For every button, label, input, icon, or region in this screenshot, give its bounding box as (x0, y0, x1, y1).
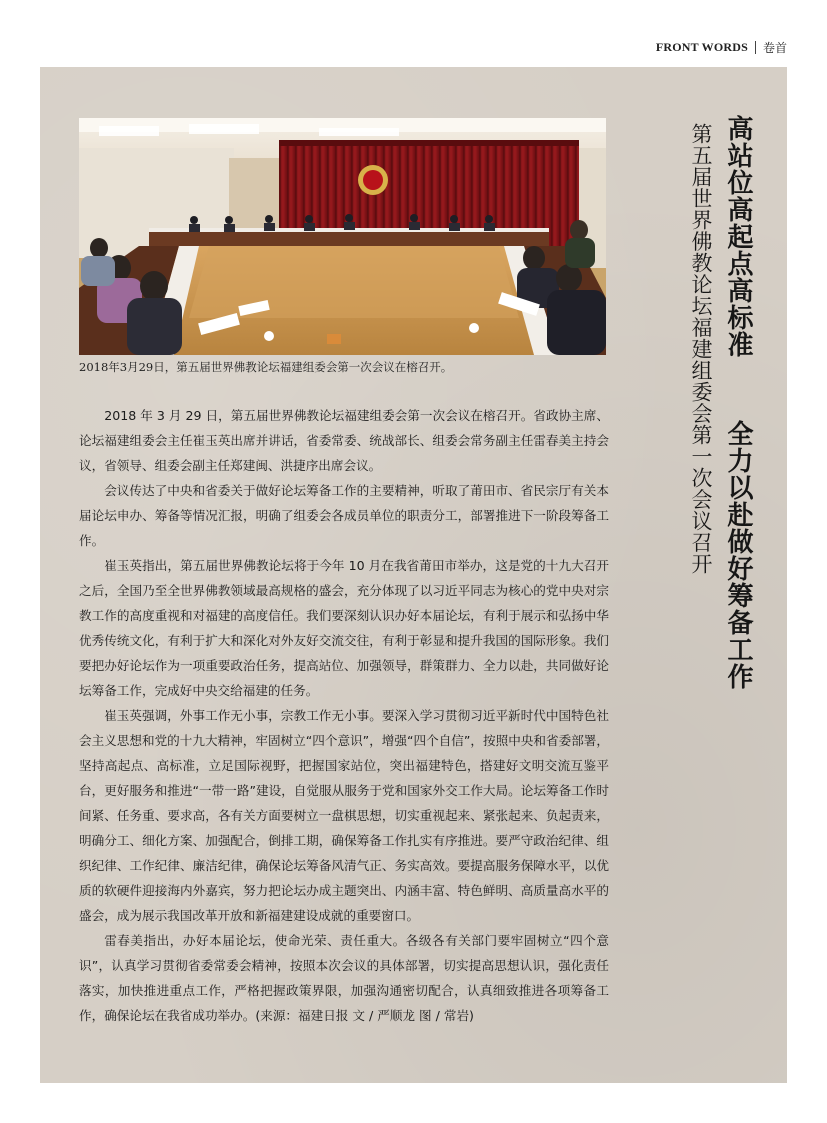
paragraph: 会议传达了中央和省委关于做好论坛筹备工作的主要精神，听取了莆田市、省民宗厅有关本届论坛申办、筹备等情况汇报，明确了组委会各成员单位的职责分工，部署推进下一阶段筹备工作。 (79, 483, 609, 548)
photo-caption: 2018年3月29日，第五届世界佛教论坛福建组委会第一次会议在榕召开。 (79, 360, 453, 374)
main-title: 高站位高起点高标准 全力以赴做好筹备工作 (723, 115, 753, 690)
article-body (79, 403, 609, 1028)
paragraph: 崔玉英强调，外事工作无小事，宗教工作无小事。要深入学习贯彻习近平新时代中国特色社会主义思想和党的十九大精神，牢固树立“四个意识”，增强“四个自信”，按照中央和省委部署，坚持高起点、高标准，立足国际视野，把握国家站位，突出福建特色，搭建好文明交流互鉴平台，更好服务和推进“一带一路”建设，自觉服从服务于党和国家外交工作大局。论坛筹备工作时间紧、任务重、要求高，各有关方面要树立一盘棋思想，切实重视起来、紧张起来、负起责来，明确分工、细化方案、加强配合，倒排工期，确保筹备工作扎实有序推进。要严守政治纪律、组织纪律、工作纪律、廉洁纪律，确保论坛筹备风清气正、务实高效。要提高服务保障水平，以优质的软硬件迎接海内外嘉宾，努力把论坛办成主题突出、内涵丰富、特色鲜明、高质量高水平的盛会，成为展示我国改革开放和新福建建设成就的重要窗口。 (79, 708, 609, 923)
meeting-photo (79, 118, 606, 355)
paragraph: 崔玉英指出，第五届世界佛教论坛将于今年 10 月在我省莆田市举办，这是党的十九大召开之后，全国乃至全世界佛教领域最高规格的盛会，充分体现了以习近平同志为核心的党中央对宗教工作的高度重视和对福建的高度信任。我们要深刻认识办好本届论坛，有利于展示和弘扬中华优秀传统文化，有利于扩大和深化对外友好交流交往，有利于彰显和提升我国的国际形象。我们要把办好论坛作为一项重要政治任务，提高站位、加强领导，群策群力、全力以赴，共同做好论坛筹备工作，完成好中央交给福建的任务。 (79, 558, 609, 698)
paragraph: 雷春美指出，办好本届论坛，使命光荣、责任重大。各级各有关部门要牢固树立“四个意识”，认真学习贯彻省委常委会精神，按照本次会议的具体部署，切实提高思想认识，强化责任落实，加快推进重点工作，严格把握政策界限，加强沟通密切配合，认真细致推进各项筹备工作，确保论坛在我省成功举办。(来源：福建日报 文 / 严顺龙 图 / 常岩) (79, 933, 609, 1023)
running-header (656, 39, 787, 56)
header-divider (755, 41, 756, 54)
article-panel (40, 67, 787, 1083)
paragraph: 2018 年 3 月 29 日，第五届世界佛教论坛福建组委会第一次会议在榕召开。省政协主席、论坛福建组委会主任崔玉英出席并讲话，省委常委、统战部长、组委会常务副主任雷春美主持会议，省领导、组委会副主任郑建闽、洪捷序出席会议。 (79, 408, 609, 473)
article-title-block (686, 115, 757, 690)
section-label-en: FRONT WORDS (655, 40, 748, 54)
section-label-cn: 卷首 (762, 41, 787, 55)
sub-title: 第五届世界佛教论坛福建组委会第一次会议召开 (689, 123, 713, 575)
